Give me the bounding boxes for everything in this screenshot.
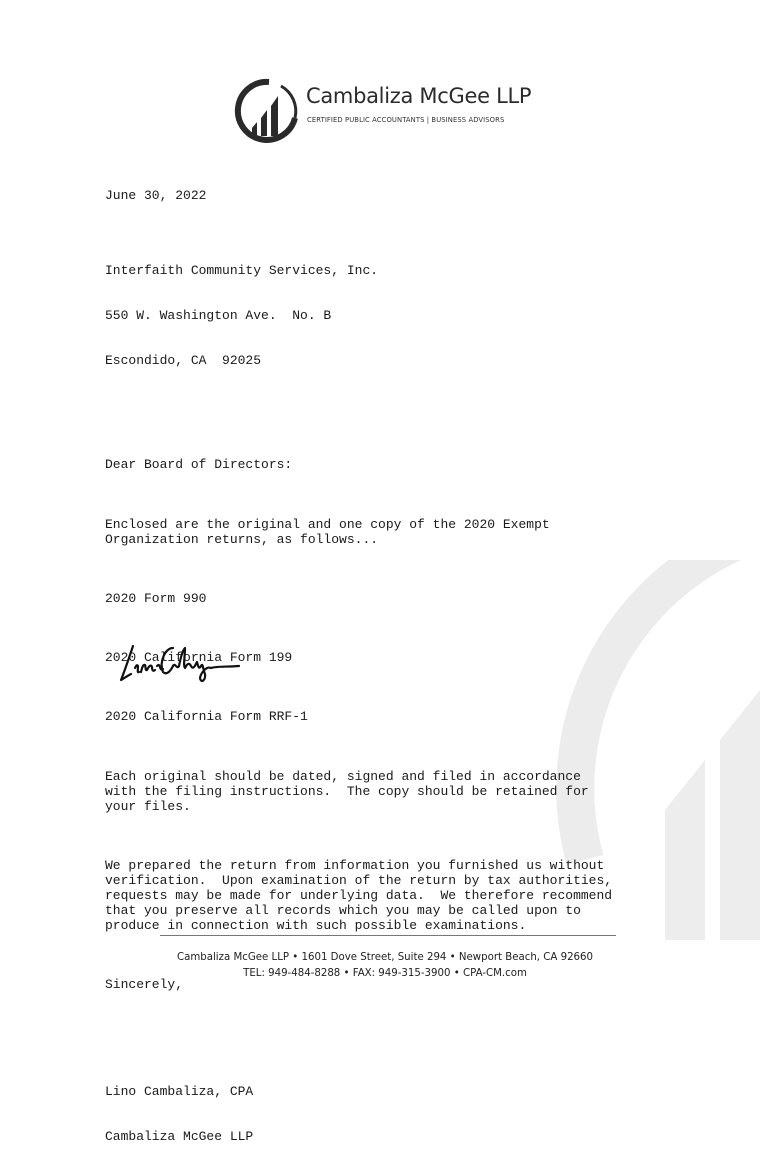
letterhead xyxy=(233,78,563,148)
salutation: Dear Board of Directors: xyxy=(105,457,293,472)
recipient-line: 550 W. Washington Ave. No. B xyxy=(105,308,332,323)
letter-date: June 30, 2022 xyxy=(105,188,207,203)
signer-name: Lino Cambaliza, CPA xyxy=(105,1084,254,1099)
handwritten-signature xyxy=(113,636,243,686)
filing-paragraph: Each original should be dated, signed and filed in accordance with the filing instructions. The copy should be retained for your files. xyxy=(105,769,589,814)
firm-name: Cambaliza McGee LLP xyxy=(306,84,532,108)
examination-paragraph: We prepared the return from information you furnished us without verification. Upon examination of the return by tax authorities, requests may be made for underlying data. We therefore recommend that you preserve all records which you may be called upon to produce in connection with such possible examinations. xyxy=(105,858,613,933)
intro-paragraph: Enclosed are the original and one copy of the 2020 Exempt Organization returns, as follows... xyxy=(105,517,550,547)
firm-tagline: CERTIFIED PUBLIC ACCOUNTANTS | BUSINESS ADVISORS xyxy=(307,116,505,124)
recipient-line: Interfaith Community Services, Inc. xyxy=(105,263,379,278)
bar-chart-circle-logo-icon xyxy=(233,78,299,144)
footer-contact: TEL: 949-484-8288 • FAX: 949-315-3900 • CPA-CM.com xyxy=(243,968,527,979)
form-item: 2020 California Form 199 xyxy=(105,650,293,665)
signer-firm: Cambaliza McGee LLP xyxy=(105,1129,254,1144)
closing: Sincerely, xyxy=(105,977,184,992)
recipient-line: Escondido, CA 92025 xyxy=(105,353,262,368)
footer-divider xyxy=(160,935,616,936)
form-item: 2020 California Form RRF-1 xyxy=(105,709,308,724)
form-item: 2020 Form 990 xyxy=(105,591,207,606)
footer-address: Cambaliza McGee LLP • 1601 Dove Street, Suite 294 • Newport Beach, CA 92660 xyxy=(176,952,594,963)
